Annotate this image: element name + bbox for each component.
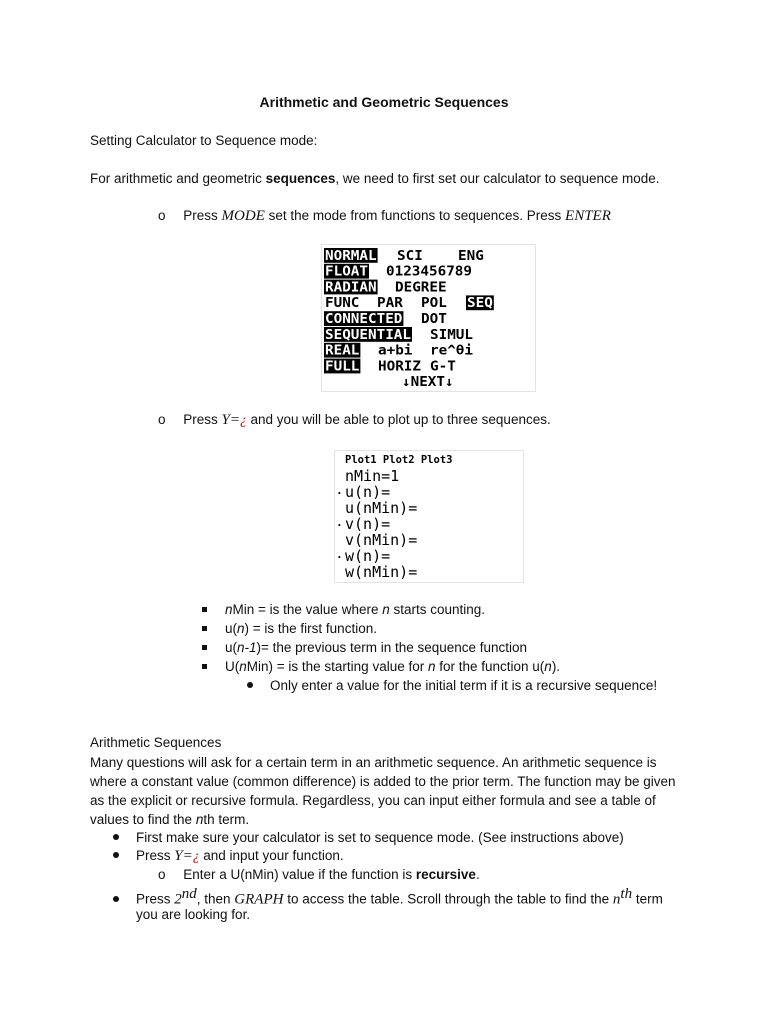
- mode-option: 0123456789: [386, 264, 472, 280]
- yeq-screen-display: [335, 451, 523, 582]
- arith-heading: Arithmetic Sequences: [90, 735, 222, 750]
- sequence-marker: ⋅: [336, 551, 343, 564]
- def-nmin: nMin = is the value where n starts counting.: [202, 602, 485, 617]
- mode-screen-display: [322, 245, 535, 391]
- mode-option: SIMUL: [430, 327, 474, 343]
- dot-bullet: [113, 852, 119, 858]
- square-bullet: [202, 664, 207, 669]
- note-recursive: Only enter a value for the initial term if it is a recursive sequence!: [247, 678, 657, 693]
- arith-bullet-3: Press 2nd, then GRAPH to access the table. Scroll through the table to find the $n^{th}$ term: [113, 886, 663, 909]
- mode-screen: [321, 244, 536, 392]
- arith-bullet-1: First make sure your calculator is set to sequence mode. (See instructions above): [113, 830, 624, 845]
- yeq-screen: [334, 450, 524, 583]
- mode-option: ↓NEXT↓: [402, 375, 454, 391]
- step-yeq: o Press Y=¿ and you will be able to plot up to three sequences.: [158, 412, 551, 428]
- setup-heading: Setting Calculator to Sequence mode:: [90, 133, 318, 148]
- mode-option: FUNC: [325, 296, 360, 312]
- mode-option: POL: [421, 296, 447, 312]
- sequence-marker: ⋅: [336, 487, 343, 500]
- mode-option: G-T: [430, 359, 456, 375]
- mode-option: FULL: [325, 359, 360, 375]
- plot-header: Plot1 Plot2 Plot3: [345, 454, 453, 466]
- def-un1: u(n-1)= the previous term in the sequence function: [202, 640, 527, 655]
- mode-option: re^θi: [430, 343, 474, 359]
- arith-bullet-2: Press Y=¿ and input your function.: [113, 848, 344, 865]
- square-bullet: [202, 626, 207, 631]
- mode-option: HORIZ: [378, 359, 422, 375]
- arith-paragraph: Many questions will ask for a certain term in an arithmetic sequence. An arithmetic sequence is where a constant value (common difference) is added to the prior term. The function may be given as the explicit or recursive formula. Regardless, you can input either formula and see a table of values to find the nth term.: [90, 755, 676, 827]
- mode-option: a+bi: [378, 343, 413, 359]
- sequence-line: v(n)=: [345, 515, 391, 533]
- dot-bullet: [247, 682, 253, 688]
- sequence-line: w(n)=: [345, 547, 391, 565]
- arith-subbullet: o Enter a U(nMin) value if the function is recursive.: [158, 867, 480, 882]
- sequence-line: nMin=1: [345, 467, 400, 485]
- mode-option: NORMAL: [325, 248, 377, 264]
- sequence-line: w(nMin)=: [345, 563, 418, 581]
- intro-paragraph: For arithmetic and geometric sequences, we need to first set our calculator to sequence mode.: [90, 171, 660, 186]
- sequence-marker: ⋅: [336, 519, 343, 532]
- mode-option: REAL: [325, 343, 360, 359]
- bullet-marker: o: [158, 412, 166, 427]
- def-unmin: U(nMin) = is the starting value for n for the function u(n).: [202, 659, 560, 674]
- sequence-line: v(nMin)=: [345, 531, 418, 549]
- def-un: u(n) = is the first function.: [202, 621, 377, 636]
- bullet-marker: o: [158, 867, 166, 882]
- sequence-line: u(n)=: [345, 483, 391, 501]
- step-mode: o Press MODE set the mode from functions to sequences. Press ENTER: [158, 208, 611, 224]
- mode-option: SEQUENTIAL: [325, 327, 412, 343]
- mode-option: SEQ: [467, 296, 493, 312]
- mode-option: SCI: [397, 248, 423, 264]
- bullet-marker: o: [158, 208, 166, 223]
- square-bullet: [202, 607, 207, 612]
- page-title: Arithmetic and Geometric Sequences: [259, 94, 509, 110]
- mode-option: ENG: [458, 248, 484, 264]
- mode-option: RADIAN: [325, 280, 377, 296]
- mode-option: DEGREE: [395, 280, 447, 296]
- mode-option: DOT: [421, 312, 447, 327]
- square-bullet: [202, 645, 207, 650]
- mode-option: FLOAT: [325, 264, 369, 280]
- sequence-line: u(nMin)=: [345, 499, 418, 517]
- arith-bullet-3-cont: you are looking for.: [136, 907, 251, 922]
- mode-option: CONNECTED: [325, 312, 403, 327]
- dot-bullet: [113, 834, 119, 840]
- dot-bullet: [113, 896, 119, 902]
- mode-option: PAR: [377, 296, 403, 312]
